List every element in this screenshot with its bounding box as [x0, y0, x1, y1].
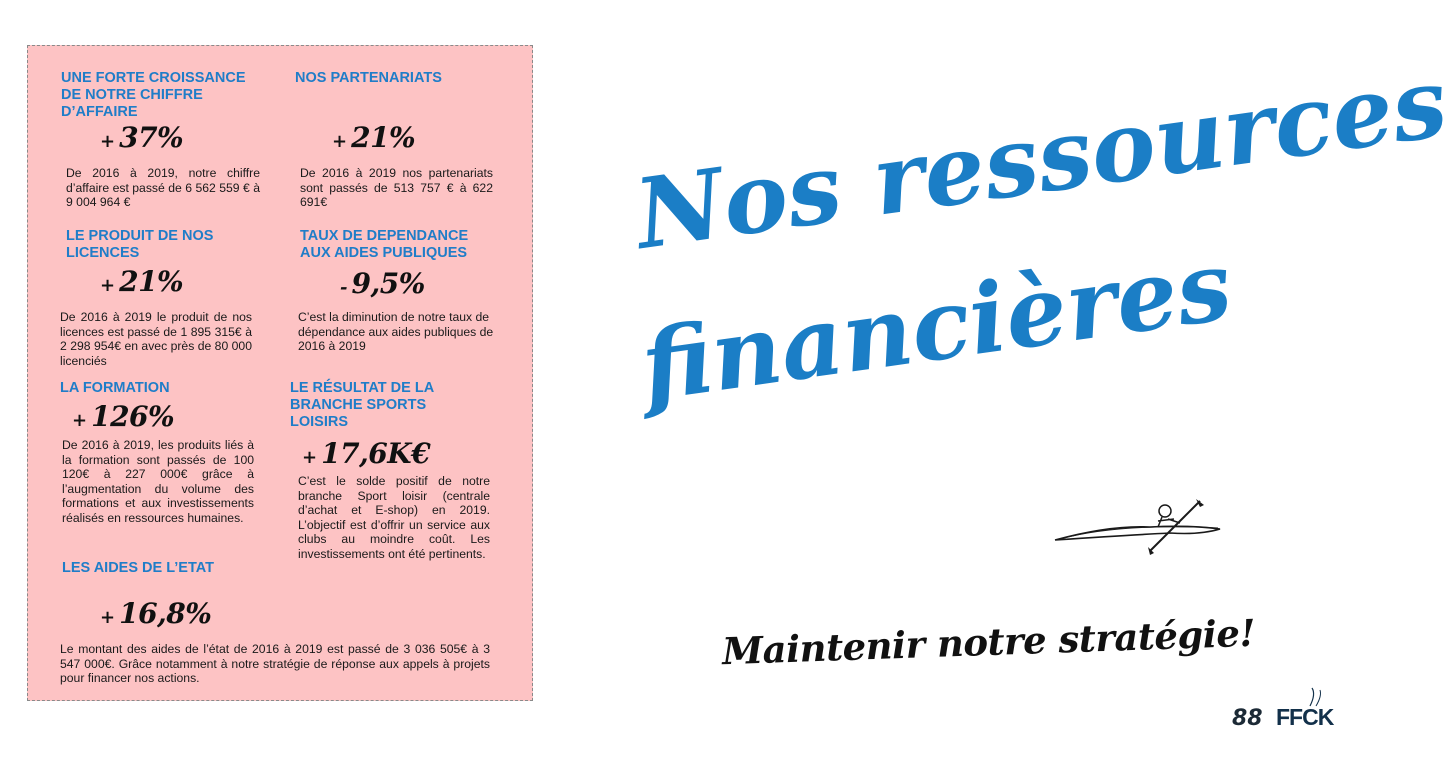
stat-licences: + 21% — [100, 265, 184, 298]
heading-resultat: LE RÉSULTAT DE LA BRANCHE SPORTS LOISIRS — [290, 380, 434, 430]
stat-aides-etat: + 16,8% — [100, 597, 212, 630]
heading-aides-etat: LES AIDES DE L’ETAT — [62, 560, 214, 576]
stat-chiffre-affaire: + 37% — [100, 121, 184, 154]
text-resultat: C’est le solde positif de notre branche Sport loisir (centrale d’achat et E-shop) en 2019. L’objectif est d’offrir un service aux clubs au moindre coût. Les investissements ont été pertinents. — [298, 474, 490, 561]
text-dependance: C’est la diminution de notre taux de dépendance aux aides publiques de 2016 à 2019 — [298, 310, 494, 353]
kayaker-icon — [1050, 495, 1225, 555]
tagline: Maintenir notre stratégie! — [721, 610, 1256, 674]
heading-dependance: TAUX DE DEPENDANCE AUX AIDES PUBLIQUES — [300, 228, 469, 261]
text-partenariats: De 2016 à 2019 nos partenariats sont passés de 513 757 € à 622 691€ — [300, 166, 493, 209]
text-aides-etat: Le montant des aides de l’état de 2016 à 2019 est passé de 3 036 505€ à 3 547 000€. Grâce notamment à notre stratégie de réponse aux appels à projets pour financer nos actions. — [60, 642, 490, 685]
stat-dependance: - 9,5% — [340, 267, 425, 300]
title-line-2: financières — [634, 228, 1238, 423]
heading-licences: LE PRODUIT DE NOS LICENCES — [66, 228, 214, 261]
text-chiffre-affaire: De 2016 à 2019, notre chiffre d’affaire est passé de 6 562 559 € à 9 004 964 € — [66, 166, 260, 209]
heading-formation: LA FORMATION — [60, 380, 170, 396]
stat-formation: + 126% — [72, 400, 175, 433]
logo-text: FFCK — [1276, 704, 1334, 730]
ffck-logo — [1276, 688, 1342, 736]
stat-resultat: + 17,6K€ — [302, 437, 431, 470]
title-line-1: Nos ressources — [628, 45, 1454, 271]
heading-partenariats: NOS PARTENARIATS — [295, 70, 442, 86]
page-number: 88 — [1232, 706, 1263, 731]
text-licences: De 2016 à 2019 le produit de nos licences est passé de 1 895 315€ à 2 298 954€ en avec près de 80 000 licenciés — [60, 310, 252, 368]
stat-partenariats: + 21% — [332, 121, 416, 154]
text-formation: De 2016 à 2019, les produits liés à la formation sont passés de 100 120€ à 227 000€ grâce à l’augmentation du volume des formations et aux investissements réalisés en ressources humaines. — [62, 438, 254, 525]
heading-chiffre-affaire: UNE FORTE CROISSANCE DE NOTRE CHIFFRE D’AFFAIRE — [61, 70, 246, 120]
